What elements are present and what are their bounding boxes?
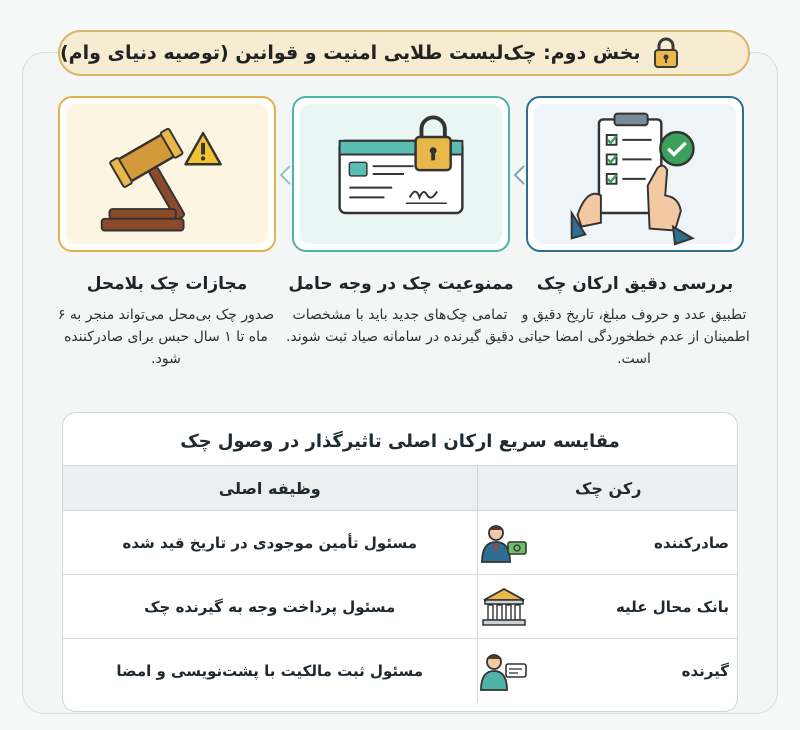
issuer-person-icon	[478, 522, 530, 564]
section-title: بخش دوم: چک‌لیست طلایی امنیت و قوانین (توصیه دنیای وام)	[60, 42, 641, 64]
card-bearer-ban	[292, 96, 510, 252]
role-label: بانک محال علیه	[615, 597, 729, 616]
payee-person-icon	[478, 650, 530, 692]
padlock-icon	[651, 37, 681, 69]
arrow-left-icon	[278, 164, 292, 186]
card-description: تمامی چک‌های جدید باید با مشخصات دقیق گیرنده در سامانه صیاد ثبت شوند.	[285, 307, 515, 345]
card-description: صدور چک بی‌محل می‌تواند منجر به ۶ ماه تا ۱ سال حبس برای صادرکننده شود.	[57, 307, 275, 367]
locked-check-icon	[294, 98, 508, 250]
card-title: مجازات چک بلامحل	[86, 274, 248, 294]
column-header-role: رکن چک	[477, 466, 738, 511]
role-label: گیرنده	[681, 661, 729, 680]
function-cell: مسئول ثبت مالکیت با پشت‌نویسی و امضا	[116, 661, 424, 680]
table-row	[63, 511, 738, 575]
column-header-function: وظیفه اصلی	[63, 466, 477, 511]
card-title: بررسی دقیق ارکان چک	[536, 274, 734, 294]
checklist-clipboard-icon	[528, 98, 742, 250]
card-check-elements	[526, 96, 744, 252]
table-row	[63, 639, 738, 703]
table-title: مقایسه سریع ارکان اصلی تاثیرگذار در وصول چک	[180, 431, 620, 452]
section-header	[58, 30, 750, 76]
arrow-left-icon	[512, 164, 526, 186]
table-header-row	[63, 466, 738, 511]
card-bounced-penalty	[58, 96, 276, 252]
function-cell: مسئول تأمین موجودی در تاریخ قید شده	[63, 511, 477, 575]
card-title: ممنوعیت چک در وجه حامل	[288, 274, 514, 294]
comparison-table	[63, 465, 738, 703]
role-label: صادرکننده	[654, 533, 729, 552]
card-description: تطبیق عدد و حروف مبلغ، تاریخ دقیق و اطمینان از عدم خطخوردگی امضا حیاتی است.	[518, 307, 750, 367]
function-cell: مسئول پرداخت وجه به گیرنده چک	[63, 575, 477, 639]
table-row	[63, 575, 738, 639]
bank-building-icon	[478, 586, 530, 628]
comparison-table-box	[62, 412, 738, 712]
gavel-warning-icon	[60, 98, 274, 250]
